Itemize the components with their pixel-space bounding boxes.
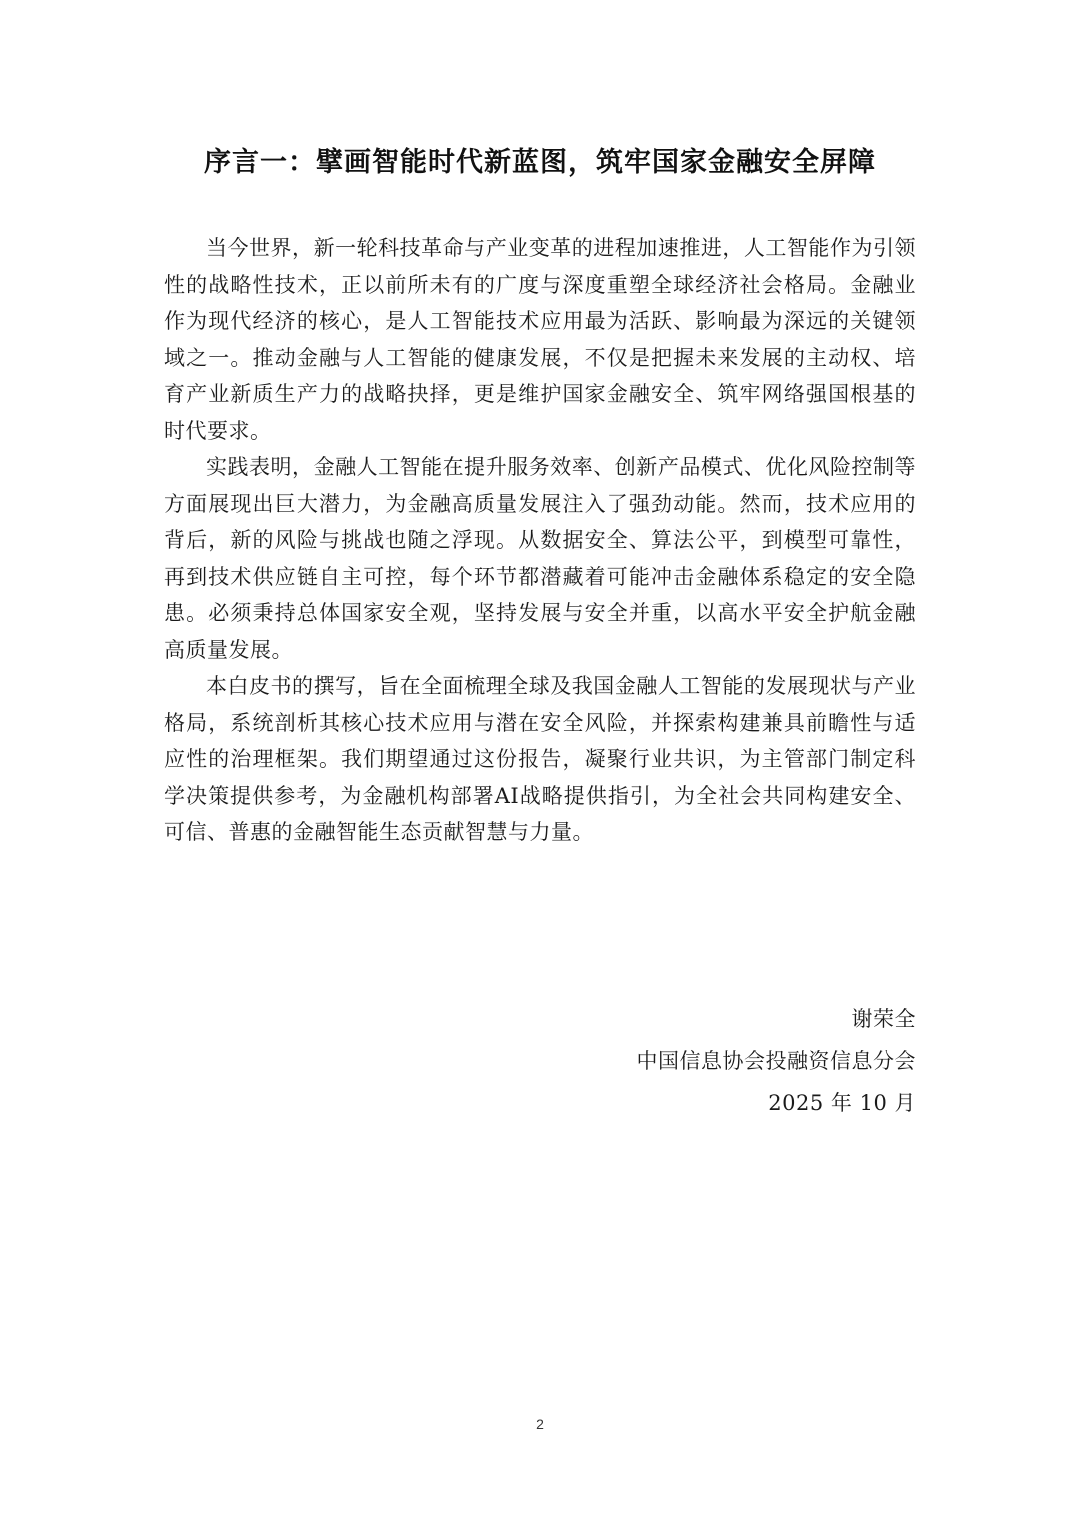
paragraph-3: 本白皮书的撰写，旨在全面梳理全球及我国金融人工智能的发展现状与产业格局，系统剖析其核心技术应用与潜在安全风险，并探索构建兼具前瞻性与适应性的治理框架。我们期望通过这份报告，凝聚行业共识，为主管部门制定科学决策提供参考，为金融机构部署AI战略提供指引，为全社会共同构建安全、可信、普惠的金融智能生态贡献智慧与力量。 (164, 674, 916, 844)
page-title: 序言一：擘画智能时代新蓝图，筑牢国家金融安全屏障 (204, 147, 876, 178)
signature-organization: 中国信息协会投融资信息分会 (636, 1049, 916, 1073)
paragraph-2: 实践表明，金融人工智能在提升服务效率、创新产品模式、优化风险控制等方面展现出巨大潜力，为金融高质量发展注入了强劲动能。然而，技术应用的背后，新的风险与挑战也随之浮现。从数据安全、算法公平，到模型可靠性，再到技术供应链自主可控，每个环节都潜藏着可能冲击金融体系稳定的安全隐患。必须秉持总体国家安全观，坚持发展与安全并重，以高水平安全护航金融高质量发展。 (164, 455, 916, 662)
signature-date: 2025 年 10 月 (768, 1091, 916, 1115)
signature-author: 谢荣全 (851, 1007, 916, 1031)
preface-body (164, 230, 916, 851)
page-number: 2 (536, 1416, 544, 1432)
signature-block (637, 998, 917, 1124)
paragraph-1: 当今世界，新一轮科技革命与产业变革的进程加速推进，人工智能作为引领性的战略性技术，正以前所未有的广度与深度重塑全球经济社会格局。金融业作为现代经济的核心，是人工智能技术应用最为活跃、影响最为深远的关键领域之一。推动金融与人工智能的健康发展，不仅是把握未来发展的主动权、培育产业新质生产力的战略抉择，更是维护国家金融安全、筑牢网络强国根基的时代要求。 (164, 236, 916, 443)
